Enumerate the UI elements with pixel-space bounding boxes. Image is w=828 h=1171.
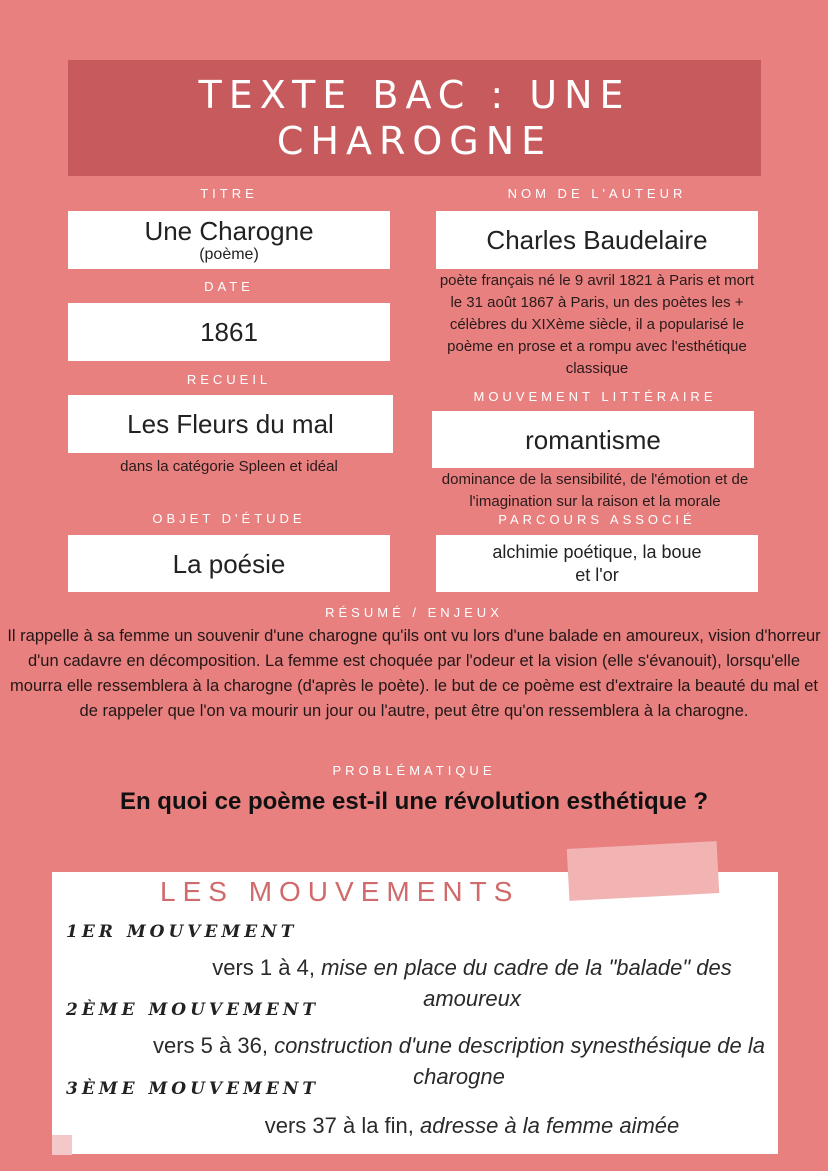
decorative-tape	[567, 841, 720, 901]
recueil-label: RECUEIL	[186, 372, 272, 387]
resume-text: Il rappelle à sa femme un souvenir d'une charogne qu'ils ont vu lors d'une balade en amoureux, vision d'horreur d'un cadavre en décomposition. La femme est choquée par l'odeur et la vision (elle s'évanouit), lorsqu'elle mourra elle ressemblera à la charogne (d'après le poète). le but de ce poème est d'extraire la beauté du mal et de rappeler que l'on va mourir un jour ou l'autre, peut être qu'on ressemblera à la charogne.	[7, 627, 821, 720]
mouvement-1-desc: mise en place du cadre de la "balade" des amoureux	[321, 955, 732, 1011]
auteur-box	[436, 211, 758, 269]
parcours-box	[436, 535, 758, 592]
parcours-value: alchimie poétique, la boue et l'or	[492, 541, 702, 585]
page-title: TEXTE BAC : UNE CHAROGNE	[198, 73, 631, 163]
date-box	[68, 303, 390, 361]
auteur-note: poète français né le 9 avril 1821 à Paris et mort le 31 août 1867 à Paris, un des poètes les + célèbres du XIXème siècle, il a popularisé le poème en prose et a rompu avec l'esthétique classique	[439, 272, 755, 377]
recueil-note: dans la catégorie Spleen et idéal	[120, 458, 338, 475]
objet-value: La poésie	[172, 548, 286, 579]
objet-box	[68, 535, 390, 592]
titre-sub: (poème)	[199, 246, 259, 263]
mouvements-title: LES MOUVEMENTS	[160, 876, 520, 907]
date-label: DATE	[204, 279, 254, 294]
titre-value: Une Charogne	[144, 216, 314, 246]
date-value: 1861	[200, 317, 258, 347]
mouvement-3-range: vers 37 à la fin,	[264, 1113, 414, 1138]
problematique-question: En quoi ce poème est-il une révolution esthétique ?	[119, 788, 709, 815]
torn-corner	[52, 1135, 72, 1155]
resume-label: RÉSUMÉ / ENJEUX	[325, 605, 503, 620]
mouvement-2-desc: construction d'une description synesthésique de la charogne	[274, 1033, 766, 1089]
mouvement-2-range: vers 5 à 36,	[152, 1033, 268, 1058]
mouvement-3-desc: adresse à la femme aimée	[420, 1113, 680, 1138]
auteur-value: Charles Baudelaire	[486, 225, 708, 255]
mouvement-label: MOUVEMENT LITTÉRAIRE	[473, 389, 717, 404]
mouvement-value: romantisme	[525, 424, 661, 455]
mouvement-1-head: 1ER MOUVEMENT	[66, 922, 298, 942]
mouvement-box	[432, 411, 754, 468]
problematique-label: PROBLÉMATIQUE	[332, 763, 496, 778]
titre-box	[68, 211, 390, 269]
mouvement-1-range: vers 1 à 4,	[212, 955, 315, 980]
objet-label: OBJET D'ÉTUDE	[152, 511, 306, 526]
mouvement-2-head: 2ÈME MOUVEMENT	[66, 1000, 320, 1020]
auteur-label: NOM DE L'AUTEUR	[507, 186, 687, 201]
mouvement-3-head: 3ÈME MOUVEMENT	[66, 1079, 320, 1099]
title-banner	[68, 60, 761, 176]
recueil-value: Les Fleurs du mal	[127, 409, 334, 439]
mouvement-note: dominance de la sensibilité, de l'émotion et de l'imagination sur la raison et la morale	[441, 471, 749, 510]
mouvements-card	[52, 872, 778, 1154]
recueil-box	[68, 395, 393, 453]
parcours-label: PARCOURS ASSOCIÉ	[498, 512, 696, 527]
titre-label: TITRE	[200, 186, 258, 201]
mouvement-3-text	[192, 1110, 752, 1141]
